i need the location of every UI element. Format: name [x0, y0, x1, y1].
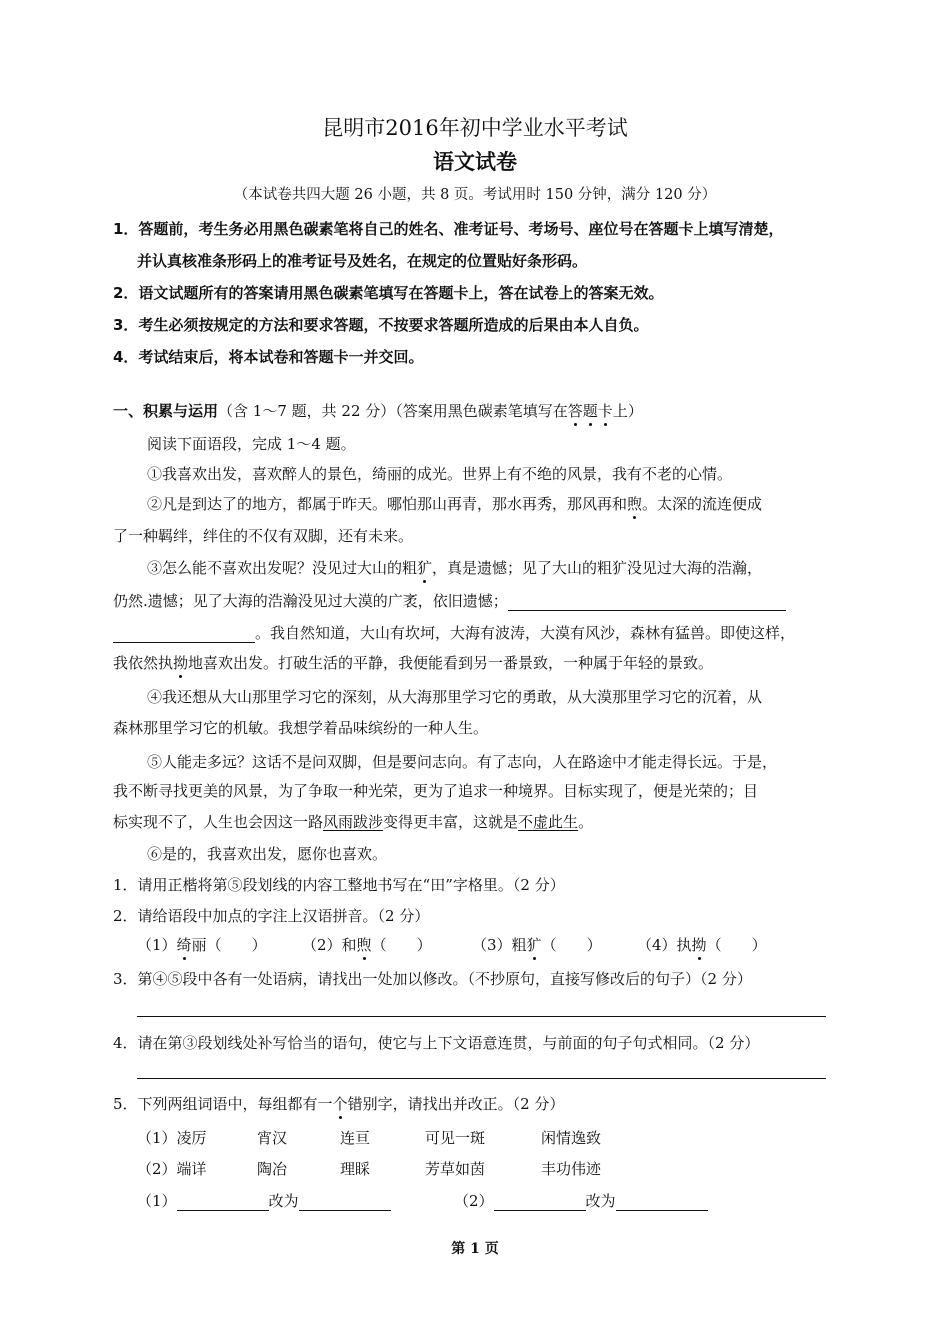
text: （1） — [137, 936, 177, 954]
text: 。太深的流连便成 — [642, 495, 763, 513]
exam-title: 昆明市2016年初中学业水平考试 — [322, 116, 628, 140]
question-2-option-1 — [137, 934, 267, 955]
question-1: 1．请用正楷将第⑤段划线的内容工整地书写在“田”字格里。（2 分） — [113, 876, 565, 894]
passage-p5a: ⑤人能走多远？这话不是问双脚，但是要问志向。有了志向，人在路途中才能走得长远。于是， — [147, 753, 778, 771]
fill-blank — [177, 1194, 269, 1211]
fill-blank — [508, 594, 786, 611]
text: 改为 — [268, 1192, 299, 1210]
fill-blank — [616, 1194, 708, 1211]
section-1-heading — [113, 400, 643, 421]
text: （3）粗 — [472, 936, 527, 954]
answer-line-3 — [137, 1016, 826, 1017]
q5-g2-word: 芳草如茵 — [425, 1160, 486, 1178]
question-2-option-2 — [302, 934, 432, 955]
text: （ ） — [371, 936, 432, 954]
passage-p5b: 我不断寻找更美的风景，为了争取一种光荣，更为了追求一种境界。目标实现了，便是光荣的；目 — [113, 782, 759, 800]
underlined-phrase: 风雨跋涉 — [323, 813, 384, 831]
passage-p3b — [113, 590, 786, 611]
text: ③怎么能不喜欢出发呢？没见过大山的粗 — [147, 559, 418, 577]
passage-p5c — [113, 811, 593, 832]
text: 错别字，请找出并改正。（2 分） — [347, 1095, 565, 1113]
notice-3: 3．考生必须按规定的方法和要求答题，不按要求答题所造成的后果由本人自负。 — [113, 316, 649, 334]
q5-g2-word: 陶冶 — [257, 1160, 288, 1178]
section-1-tail: 上） — [612, 402, 643, 420]
text: 仍然.遗憾；见了大海的浩瀚没见过大漠的广袤，依旧遗憾； — [113, 592, 508, 610]
text: （ ） — [541, 936, 602, 954]
fill-blank — [494, 1194, 586, 1211]
q5-g2-word: （2）端详 — [137, 1160, 207, 1178]
q5-g1-word: （1）凌厉 — [137, 1129, 207, 1147]
question-2-option-4 — [637, 934, 767, 955]
passage-p1: ①我喜欢出发，喜欢醉人的景色，绮丽的成光。世界上有不绝的风景，我有不老的心情。 — [147, 465, 733, 483]
question-3: 3．第④⑤段中各有一处语病，请找出一处加以修改。（不抄原句，直接写修改后的句子）（2 分） — [113, 970, 752, 988]
passage-p4a: ④我还想从大山那里学习它的深刻，从大海那里学习它的勇敢，从大漠那里学习它的沉着，从 — [147, 688, 763, 706]
passage-p2a — [147, 493, 762, 514]
dotted-char: 犷 — [526, 936, 542, 954]
question-5 — [113, 1093, 564, 1114]
q5-g1-word: 连亘 — [340, 1129, 371, 1147]
dotted-char: 拗 — [691, 936, 707, 954]
underlined-phrase: 不虚此生 — [518, 813, 579, 831]
notice-1a: 1．答题前，考生务必用黑色碳素笔将自己的姓名、准考证号、考场号、座位号在答题卡上填写清楚， — [113, 220, 784, 238]
page-number-value: 1 — [470, 1241, 480, 1257]
q5-g1-word: 可见一斑 — [425, 1129, 486, 1147]
q5-g2-word: 丰功伟迹 — [541, 1160, 602, 1178]
dotted-char: 卡 — [597, 402, 613, 420]
question-4: 4．请在第③段划线处补写恰当的语句，使它与上下文语意连贯，与前面的句子句式相同。（2 分） — [113, 1034, 760, 1052]
notice-2: 2．语文试题所有的答案请用黑色碳素笔填写在答题卡上，答在试卷上的答案无效。 — [113, 284, 664, 302]
q5-answer-row-2 — [454, 1190, 708, 1211]
text: ，真是遗憾；见了大山的粗犷没见过大海的浩瀚， — [432, 559, 763, 577]
text: 标实现不了，人生也会因这一路 — [113, 813, 324, 831]
fill-blank — [113, 626, 255, 643]
text: 地喜欢出发。打破生活的平静，我便能看到另一番景致，一种属于年轻的景致。 — [188, 654, 714, 672]
dotted-char: 拗 — [173, 654, 189, 672]
text: （2）和 — [302, 936, 357, 954]
dotted-char: 题 — [582, 402, 598, 420]
text: （ ） — [706, 936, 767, 954]
passage-intro: 阅读下面语段，完成 1～4 题。 — [147, 435, 356, 453]
question-2-option-3 — [472, 934, 602, 955]
section-1-meta: （含 1～7 题，共 22 分）（答案用黑色碳素笔填写在 — [218, 402, 568, 420]
passage-p3d — [113, 652, 713, 673]
dotted-char: 犷 — [417, 559, 433, 577]
exam-note: （本试卷共四大题 26 小题，共 8 页。考试用时 150 分钟，满分 120 分） — [233, 187, 717, 203]
exam-subject: 语文试卷 — [433, 150, 517, 174]
text: 改为 — [585, 1192, 616, 1210]
text: 页 — [484, 1241, 499, 1257]
text: 。我自然知道，大山有坎坷，大海有波涛，大漠有风沙，森林有猛兽。即使这样， — [255, 624, 796, 642]
dotted-char: 个 — [332, 1095, 348, 1113]
passage-p3c — [113, 622, 795, 643]
text: 丽（ ） — [191, 936, 267, 954]
passage-p2b: 了一种羁绊，绊住的不仅有双脚，还有未来。 — [113, 527, 414, 545]
passage-p6: ⑥是的，我喜欢出发，愿你也喜欢。 — [147, 845, 388, 863]
dotted-char: 煦 — [627, 495, 643, 513]
section-1-title: 一、积累与运用 — [113, 402, 219, 420]
dotted-char: 绮 — [176, 936, 192, 954]
text: 。 — [578, 813, 594, 831]
question-2: 2．请给语段中加点的字注上汉语拼音。（2 分） — [113, 907, 430, 925]
passage-p4b: 森林那里学习它的机敏。我想学着品味缤纷的一种人生。 — [113, 719, 489, 737]
fill-blank — [299, 1194, 391, 1211]
text: （1） — [137, 1192, 177, 1210]
notice-1b: 并认真核准条形码上的准考证号及姓名，在规定的位置贴好条形码。 — [137, 252, 588, 270]
notice-4: 4．考试结束后，将本试卷和答题卡一并交回。 — [113, 348, 424, 366]
text: 我依然执 — [113, 654, 174, 672]
dotted-char: 答 — [567, 402, 583, 420]
text: 5．下列两组词语中，每组都有一 — [113, 1095, 333, 1113]
page-number — [0, 1238, 950, 1258]
text: （2） — [454, 1192, 494, 1210]
dotted-char: 煦 — [356, 936, 372, 954]
q5-g2-word: 理睬 — [340, 1160, 371, 1178]
q5-g1-word: 宵汉 — [257, 1129, 288, 1147]
q5-g1-word: 闲情逸致 — [541, 1129, 602, 1147]
text: （4）执 — [637, 936, 692, 954]
text: ②凡是到达了的地方，都属于昨天。哪怕那山再青，那水再秀，那风再和 — [147, 495, 628, 513]
text: 变得更丰富，这就是 — [383, 813, 519, 831]
q5-answer-row — [137, 1190, 391, 1211]
answer-line-4 — [137, 1078, 826, 1079]
text: 第 — [451, 1241, 466, 1257]
passage-p3a — [147, 557, 762, 578]
